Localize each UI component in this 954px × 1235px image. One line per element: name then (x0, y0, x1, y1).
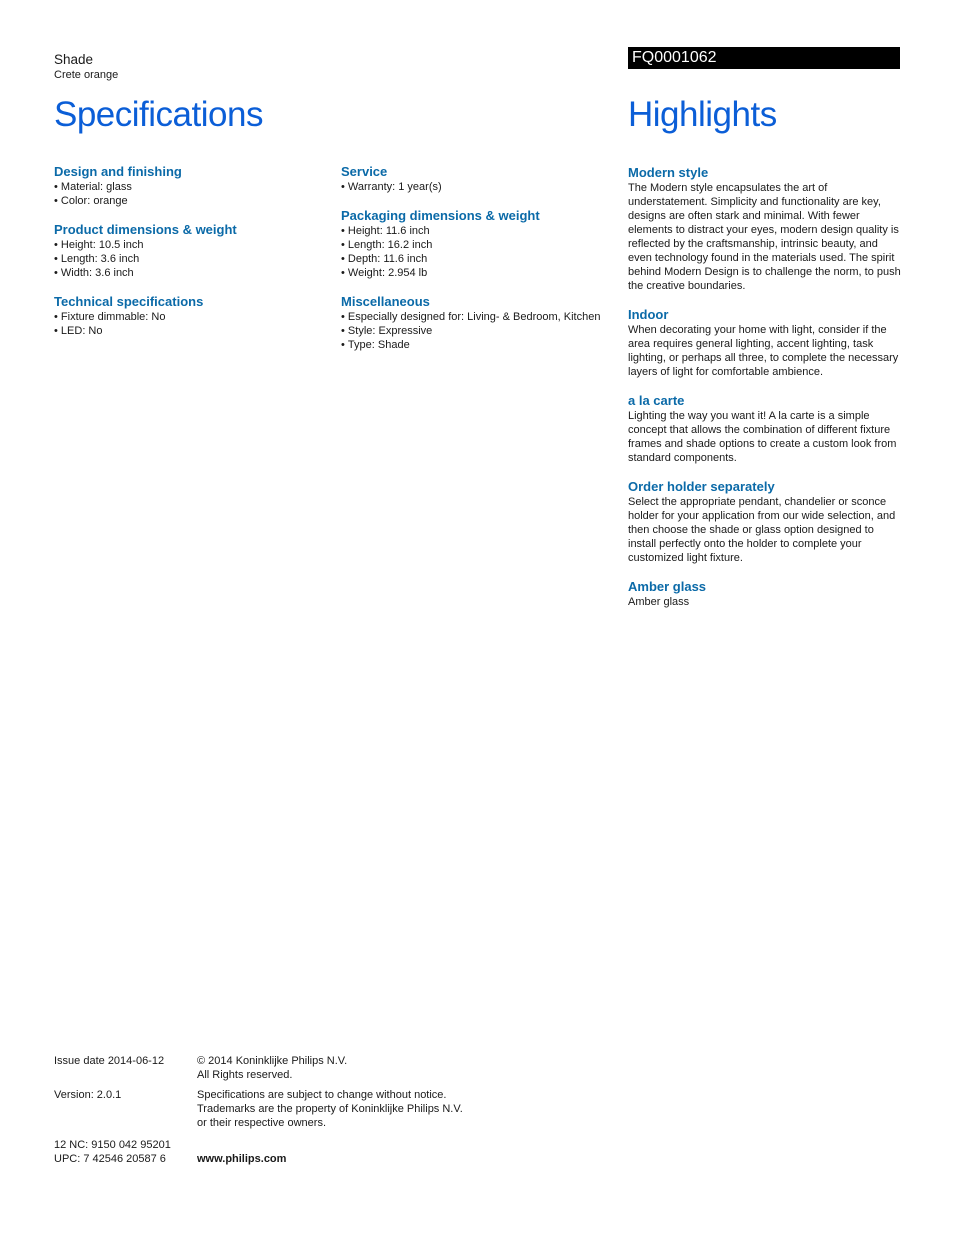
notice-line: or their respective owners. (197, 1117, 326, 1129)
spec-item: • Type: Shade (341, 338, 621, 352)
product-name: Shade (54, 52, 94, 67)
spec-section-service (341, 164, 621, 194)
spec-section-title: Miscellaneous (341, 294, 430, 309)
notice-line: Trademarks are the property of Koninklijke Philips N.V. (197, 1103, 463, 1115)
spec-item: • LED: No (54, 324, 334, 338)
specifications-column-right (341, 164, 621, 366)
highlight-order-holder (628, 479, 903, 565)
highlight-indoor (628, 307, 903, 379)
highlight-text: Lighting the way you want it! A la carte is a simple concept that allows the combination of different fixture frames and shade options to create a custom look from standard components. (628, 410, 897, 464)
spec-item: • Length: 3.6 inch (54, 252, 334, 266)
spec-section-title: Design and finishing (54, 164, 182, 179)
spec-item: • Fixture dimmable: No (54, 310, 334, 324)
highlight-a-la-carte (628, 393, 903, 465)
spec-item: • Depth: 11.6 inch (341, 252, 621, 266)
footer-codes (54, 1138, 194, 1166)
rights-line: All Rights reserved. (197, 1069, 293, 1081)
spec-section-title: Product dimensions & weight (54, 222, 237, 237)
spec-section-title: Packaging dimensions & weight (341, 208, 540, 223)
highlights-title: Highlights (628, 95, 777, 134)
upc-code: UPC: 7 42546 20587 6 (54, 1153, 166, 1165)
highlight-text: When decorating your home with light, consider if the area requires general lighting, accent lighting, task lighting, or perhaps all three, to complete the necessary layers of light for comfortable ambience. (628, 324, 899, 378)
highlight-modern-style (628, 165, 903, 293)
highlight-text: The Modern style encapsulates the art of understatement. Simplicity and functionality are key, designs are often stark and minimal. With fewer elements to distract your eyes, modern design quality is reflected by the craftsmanship, intrinsic beauty, and even technology found in the materials used. The spirit behind Modern Design is to challenge the norm, to push the creative boundaries. (628, 182, 901, 292)
website-link[interactable]: www.philips.com (197, 1153, 287, 1165)
spec-section-design (54, 164, 334, 208)
highlight-text: Amber glass (628, 596, 690, 608)
nc-code: 12 NC: 9150 042 95201 (54, 1139, 171, 1151)
spec-section-title: Technical specifications (54, 294, 204, 309)
highlight-title: Modern style (628, 165, 709, 180)
spec-item: • Height: 11.6 inch (341, 224, 621, 238)
spec-section-packaging (341, 208, 621, 280)
spec-section-technical (54, 294, 334, 338)
footer-issue-date: Issue date 2014-06-12 (54, 1055, 165, 1067)
spec-item: • Weight: 2.954 lb (341, 266, 621, 280)
spec-item: • Length: 16.2 inch (341, 238, 621, 252)
specifications-title: Specifications (54, 95, 263, 134)
highlight-title: Amber glass (628, 579, 707, 594)
highlight-text: Select the appropriate pendant, chandelier or sconce holder for your application from our wide selection, and then choose the shade or glass option designed to install perfectly onto the holder to complete your customized light fixture. (628, 496, 896, 564)
spec-item: • Width: 3.6 inch (54, 266, 334, 280)
highlight-amber-glass (628, 579, 903, 609)
spec-item: • Color: orange (54, 194, 334, 208)
footer-version: Version: 2.0.1 (54, 1089, 122, 1101)
spec-item: • Height: 10.5 inch (54, 238, 334, 252)
product-code: FQ0001062 (628, 47, 900, 69)
notice-line: Specifications are subject to change without notice. (197, 1089, 447, 1101)
footer-copyright (197, 1054, 497, 1082)
spec-section-product-dimensions (54, 222, 334, 280)
footer-notice (197, 1088, 497, 1130)
highlight-title: Indoor (628, 307, 669, 322)
spec-item: • Especially designed for: Living- & Bedroom, Kitchen (341, 310, 621, 324)
spec-section-title: Service (341, 164, 388, 179)
spec-item: • Style: Expressive (341, 324, 621, 338)
spec-item: • Material: glass (54, 180, 334, 194)
highlights-column (628, 165, 903, 623)
highlight-title: Order holder separately (628, 479, 775, 494)
product-variant: Crete orange (54, 69, 119, 81)
specifications-column-left (54, 164, 334, 352)
spec-item: • Warranty: 1 year(s) (341, 180, 621, 194)
spec-section-misc (341, 294, 621, 352)
highlight-title: a la carte (628, 393, 685, 408)
copyright-line: © 2014 Koninklijke Philips N.V. (197, 1055, 348, 1067)
